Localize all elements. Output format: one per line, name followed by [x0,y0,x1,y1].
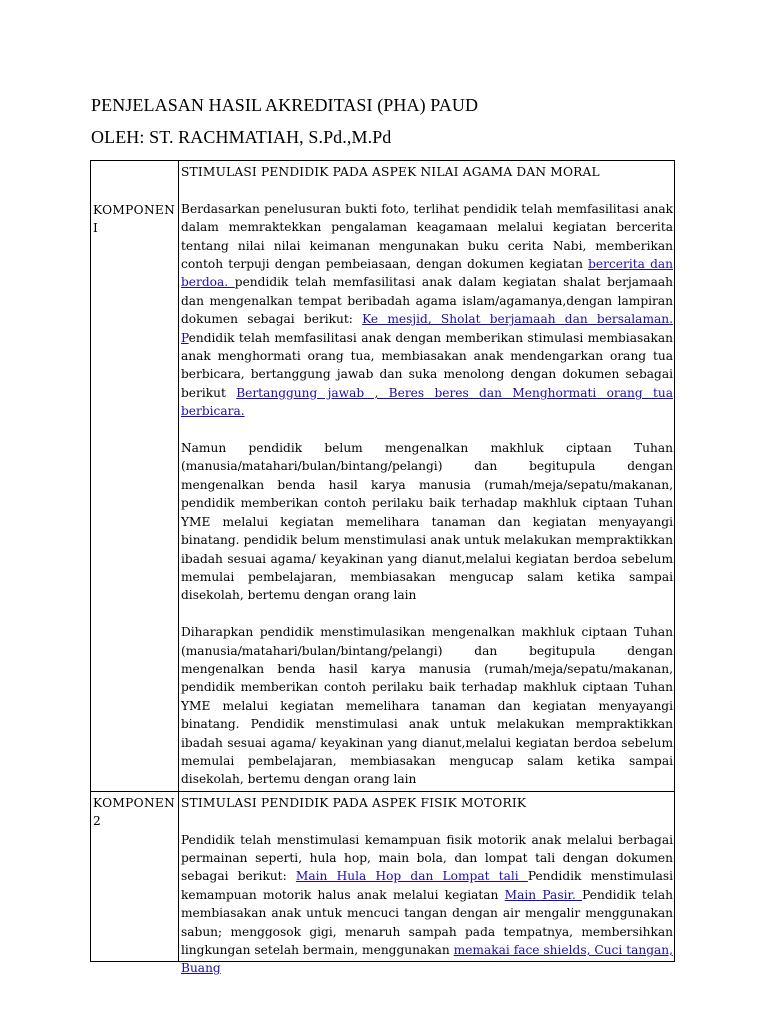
paragraph [181,831,673,978]
document-link[interactable]: Ke mesjid, Sholat berjamaah dan bersalaman. P [181,312,673,345]
komponen-content [179,161,675,792]
document-link[interactable]: Bertanggung jawab , Beres beres dan Menghormati orang tua berbicara. [181,385,673,419]
komponen-table [90,160,675,976]
komponen-content [179,791,675,976]
paragraph: Diharapkan pendidik menstimulasikan mengenalkan makhluk ciptaan Tuhan (manusia/matahari/bulan/bintang/pelangi) dan begitupula dengan mengenalkan benda hasil karya manusia (rumah/meja/sepatu/makanan, pendidik memberikan contoh perilaku baik terhadap makhluk ciptaan Tuhan YME melalui kegiatan memelihara tanaman dan kegiatan menyayangi binatang. Pendidik menstimulasi anak untuk melakukan mempraktikkan ibadah sesuai agama/ keyakinan yang dianut,melalui kegiatan berdoa sebelum memulai pembelajaran, membiasakan mengucap salam ketika sampai disekolah, bertemu dengan orang lain [181,625,673,787]
paragraph-text: Pendidik menstimulasi kemampuan motorik halus anak melalui kegiatan [181,869,674,902]
paragraph: Namun pendidik belum mengenalkan makhluk ciptaan Tuhan (manusia/matahari/bulan/bintang/pelangi) dan begitupula dengan mengenalkan benda hasil karya manusia (rumah/meja/sepatu/makanan, pendidik memberikan contoh perilaku baik terhadap makhluk ciptaan Tuhan YME melalui kegiatan memelihara tanaman dan kegiatan menyayangi binatang. pendidik belum menstimulasi anak untuk melakukan mempraktikkan ibadah sesuai agama/ keyakinan yang dianut,melalui kegiatan berdoa sebelum memulai pembelajaran, membiasakan mengucap salam ketika sampai disekolah, bertemu dengan orang lain [181,441,673,603]
paragraph-text: Pendidik telah menstimulasi kemampuan fisik motorik anak melalui berbagai permainan seperti, hula hop, main bola, dan lompat tali dengan dokumen sebagai berikut: [181,832,673,884]
komponen-label: KOMPONEN I [91,161,179,792]
document-link[interactable]: Main Pasir. [504,887,583,902]
document-link[interactable]: bercerita dan berdoa. [181,257,673,290]
paragraph-text: pendidik telah memfasilitasi anak dalam kegiatan shalat berjamaah dan mengenalkan tempat beribadah agama islam/agamanya,dengan lampiran dokumen sebagai berikut: [181,275,673,327]
paragraph [181,200,673,421]
paragraph-text: Pendidik telah membiasakan anak untuk mencuci tangan dengan air mengalir menggunakan sabun; menggosok gigi, menaruh sampah pada tempatnya, membersihkan lingkungan setelah bermain, menggunakan [181,887,674,957]
paragraph-text: endidik telah memfasilitasi anak dengan memberikan stimulasi membiasakan anak menghormati orang tua, membiasakan anak mendengarkan orang tua berbicara, bertanggung jawab dan suka menolong dengan dokumen sebagai berikut [181,330,673,400]
komponen-row [91,161,675,792]
document-author: OLEH: ST. RACHMATIAH, S.Pd.,M.Pd [91,127,392,147]
komponen-row [91,791,675,961]
document-link[interactable]: Main Hula Hop dan Lompat tali [295,869,528,884]
section-heading: STIMULASI PENDIDIK PADA ASPEK FISIK MOTORIK [181,795,527,810]
section-heading: STIMULASI PENDIDIK PADA ASPEK NILAI AGAMA DAN MORAL [181,165,600,179]
document-link[interactable]: memakai face shields, Cuci tangan, Buang [181,943,673,976]
paragraph-text: Berdasarkan penelusuran bukti foto, terlihat pendidik telah memfasilitasi anak dalam memraktekkan pengalaman keagamaan melalui kegiatan bercerita tentang nilai nilai keimanan mengunakan buku cerita Nabi, memberikan contoh terpuji dengan pembeiasaan, dengan dokumen kegiatan [181,201,673,272]
komponen-label: KOMPONEN 2 [91,791,179,961]
clipped-content [181,794,674,976]
document-title: PENJELASAN HASIL AKREDITASI (PHA) PAUD [91,95,479,115]
